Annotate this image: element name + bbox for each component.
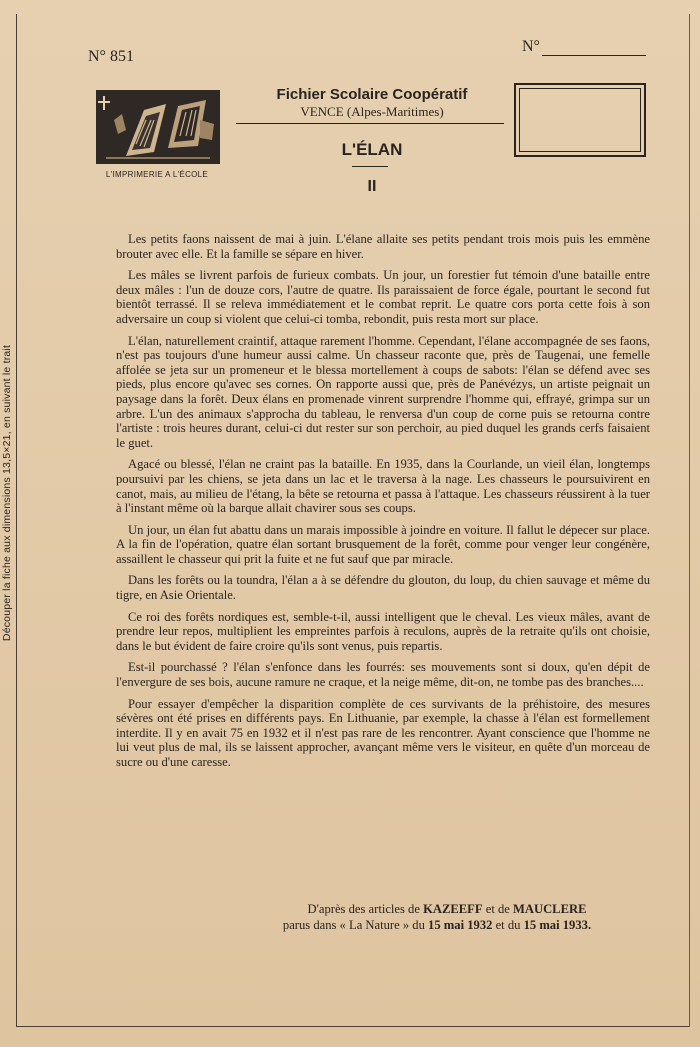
paragraph: Un jour, un élan fut abattu dans un marais impossible à joindre en voiture. Il fallut le dépecer sur place. A la fin de l'opération, quatre élan sortant brusquement de la forêt, comme pour venger leur congénère, assaillent le chasseur qui prit la fuite et ne fut sauf que par miracle. (116, 522, 650, 566)
source-credit (222, 901, 652, 933)
credit-and: et de (485, 902, 510, 916)
paragraph: Est-il pourchassé ? l'élan s'enfonce dans les fourrés: ses mouvements sont si doux, qu'en dépit de l'envergure de ses bois, aucune ramure ne craque, et la neige même, dit-on, ne tombe pas des branches.... (116, 660, 650, 690)
credit-author-1: KAZEEFF (423, 902, 483, 916)
logo-caption: L'IMPRIMERIE A L'ÉCOLE (105, 170, 209, 179)
cut-line-right (689, 14, 690, 1027)
credit-source: parus dans « La Nature » du (282, 918, 425, 932)
paragraph: Les petits faons naissent de mai à juin. L'élane allaite ses petits pendant trois mois puis les emmène brouter avec elle. Et la famille se sépare en hiver. (116, 232, 650, 261)
paragraph: Dans les forêts ou la toundra, l'élan a à se défendre du glouton, du loup, du chien sauvage et même du tigre, en Asie Orientale. (116, 573, 650, 603)
page-title: L'ÉLAN (341, 140, 403, 159)
cut-instruction-text: Découper la fiche aux dimensions 13,5×21, en suivant le trait (1, 344, 14, 641)
paragraph: Pour essayer d'empêcher la disparition complète de ces survivants de la préhistoire, des mesures sévères ont été prises en différents pays. En Lithuanie, par exemple, la chasse à l'élan est formellement interdite. Il y en avait 75 en 1932 et il n'est pas rare de les rencontrer. Ayant conscience que l'homme ne lui veut plus de mal, ils se laissent approcher, avançant même vers le visiteur, en quête d'un morceau de sucre ou d'une caresse. (116, 696, 650, 769)
credit-date-2: 15 mai 1933. (523, 918, 592, 932)
part-number: II (367, 178, 377, 195)
card-number-line (542, 45, 646, 56)
card-number-blank (522, 38, 646, 56)
article-body (116, 232, 650, 777)
header-rule (236, 123, 504, 124)
printing-press-logo (96, 90, 220, 164)
title-rule (352, 166, 388, 167)
credit-and-2: et du (495, 918, 521, 932)
paragraph: Les mâles se livrent parfois de furieux combats. Un jour, un forestier fut témoin d'une bataille entre deux mâles : l'un de douze cors, l'autre de quatre. Ils paraissaient de force égale, pourtant le second fut bientôt terrassé. Il se releva immédiatement et le combat reprit. Le quatre cors porta cette fois à son adversaire un coup si violent que celui-ci tomba, rebondit, puis resta mort sur place. (116, 268, 650, 326)
credit-date-1: 15 mai 1932 (428, 918, 493, 932)
credit-author-2: MAUCLERE (513, 902, 587, 916)
cut-line-left (16, 14, 17, 1027)
paragraph: Agacé ou blessé, l'élan ne craint pas la bataille. En 1935, dans la Courlande, un vieil élan, longtemps poursuivi par les chiens, se jeta dans un lac et le traversa à la nage. Les chasseurs le poursuivirent en canot, mais, au milieu de l'étang, la bête se retourna et passa à l'attaque. Les chasseurs réussirent à la tuer à l'instant même où la barque allait chavirer sous ses coups. (116, 457, 650, 516)
publisher-name: Fichier Scolaire Coopératif (276, 86, 468, 103)
cut-line-bottom (16, 1026, 690, 1027)
cut-instruction (0, 290, 14, 695)
card-number: N° 851 (88, 48, 134, 65)
paragraph: L'élan, naturellement craintif, attaque rarement l'homme. Cependant, l'élane accompagnée de ses faons, n'est pas toujours d'une humeur aussi calme. Un chasseur raconte que, près de Taugenai, une femelle affolée se jeta sur un promeneur et le blessa mortellement à coups de sabots: l'élan se défend avec ses pieds, plus encore qu'avec ses cornes. On rapporte aussi que, près de Panévézys, un artiste peignait un paysage dans la forêt. Deux élans en promenade vinrent surprendre l'homme qui, effrayé, grimpa sur un arbre. L'un des animaux s'approcha du tableau, le renversa d'un coup de corne puis se retourna contre l'artiste : trois heures durant, celui-ci dut rester sur son perchoir, au pied duquel les grands cerfs faisaient le guet. (116, 333, 650, 450)
paragraph: Ce roi des forêts nordiques est, semble-t-il, aussi intelligent que le cheval. Les vieux mâles, avant de prendre leur repos, multiplient les empreintes parfois à reculons, auprès de la retraite qu'ils ont choisie, dans le but évident de faire croire qu'ils sont venus, puis repartis. (116, 609, 650, 653)
card-number-label: N° (522, 38, 540, 55)
classification-box (514, 83, 646, 157)
publisher-location: VENCE (Alpes-Maritimes) (300, 104, 444, 119)
credit-prefix: D'après des articles de (307, 902, 420, 916)
